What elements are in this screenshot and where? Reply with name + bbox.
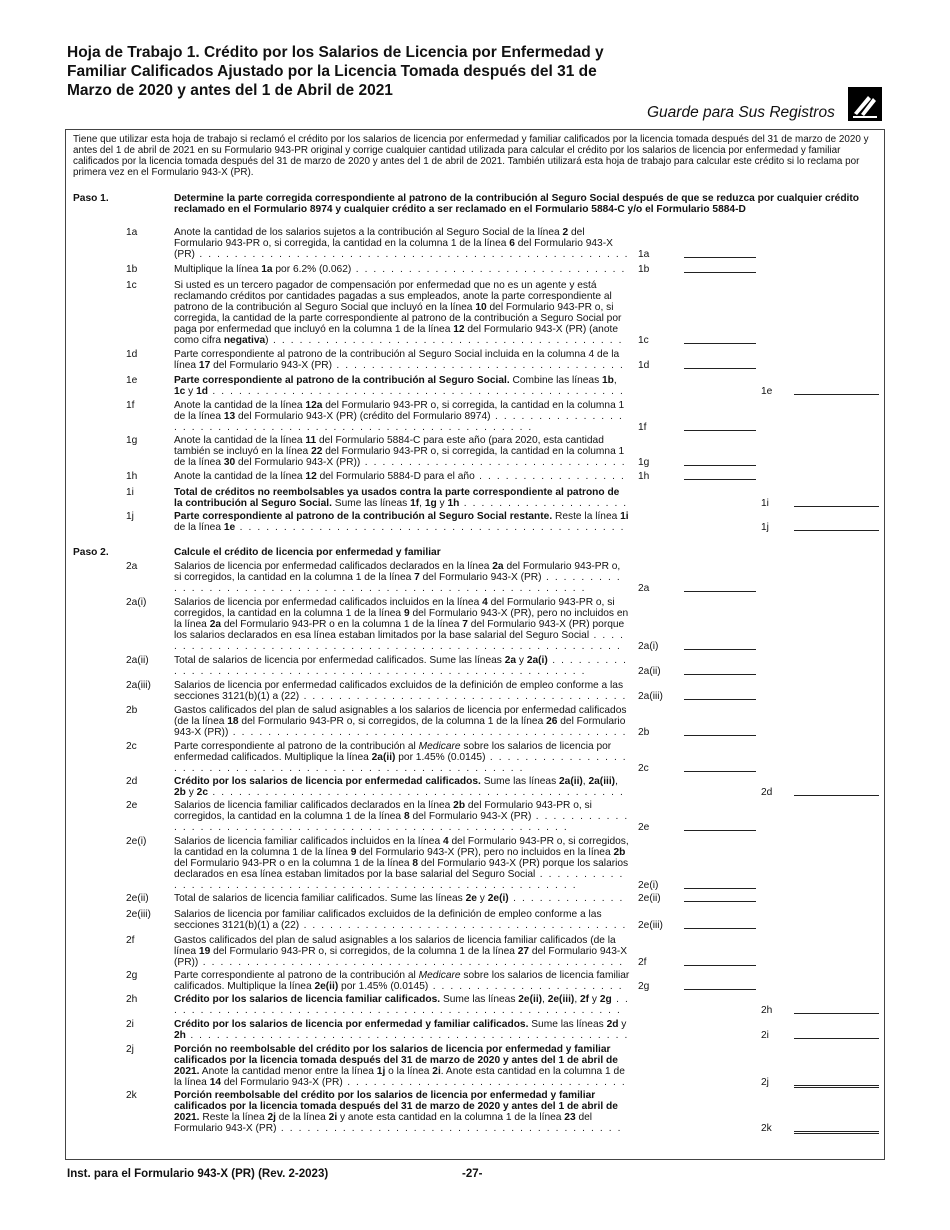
- line-2e-iii: [66, 909, 886, 931]
- line-label: 2d: [761, 787, 773, 798]
- line-number: 2g: [126, 970, 138, 981]
- line-number: 1e: [126, 375, 138, 386]
- line-description: Total de salarios de licencia familiar calificados. Sume las líneas 2e y 2e(i) . . . . . . . . . . . . .: [174, 893, 624, 904]
- line-number: 2h: [126, 994, 138, 1005]
- line-number: 1b: [126, 264, 138, 275]
- line-description: Anote la cantidad de la línea 12a del Formulario 943-PR o, si corregida, la cantidad en la columna 1 de la línea 13 del Formulario 943-X (PR) (crédito del Formulario 8974) . . . . . . . . . . . . . . . . . . . . . . . . . . . . . . . . . . . . . . . . . . . . . . . . . . . . . . . .: [174, 400, 625, 433]
- line-2h: [66, 994, 886, 1016]
- line-label: 1j: [761, 522, 769, 533]
- step1-description: Determine la parte corregida correspondiente al patrono de la contribución al Seguro Social después de que se reduzca por cualquier crédito reclamado en el Formulario 8974 y cualquier crédito a ser reclamado en el Formulario 5884-C y/o el Formulario 5884-D: [174, 193, 859, 215]
- keep-records-note: Guarde para Sus Registros: [647, 104, 835, 121]
- line-description: Salarios de licencia por familiar calificados excluidos de la definición de empleo conforme a las secciones 3121(b)(1) a (22) . . . . . . . . . . . . . . . . . . . . . . . . . . . . . . . . . . . . .: [174, 909, 627, 931]
- line-2e-i-amount-field[interactable]: [684, 888, 756, 889]
- line-label: 1d: [638, 360, 650, 371]
- line-description: Salarios de licencia por enfermedad calificados incluidos en la línea 4 del Formulario 943-PR o, si corregidos, la cantidad en la columna 1 de la línea 9 del Formulario 943-X (PR), pero no incluidos en la línea 2a del Formulario 943-PR o en la columna 1 de la línea 7 del Formulario 943-X (PR) porque los salarios declarados en esa línea estaban limitados por la base salarial del Seguro Social . . . . . . . . . . . . . . . . . . . . . . . . . . . . . . . . . . . . . . . . . . . . . . . . . . . . . . .: [174, 597, 629, 652]
- line-number: 2e(ii): [126, 893, 149, 904]
- line-1a: [66, 227, 886, 260]
- line-1c: [66, 280, 886, 346]
- line-number: 1a: [126, 227, 138, 238]
- line-2a-i-amount-field[interactable]: [684, 649, 756, 650]
- line-1f-amount-field[interactable]: [684, 430, 756, 431]
- line-label: 2a(ii): [638, 666, 661, 677]
- worksheet-box: [65, 129, 885, 1160]
- line-1h: [66, 471, 886, 482]
- line-2f-amount-field[interactable]: [684, 965, 756, 966]
- line-label: 1g: [638, 457, 650, 468]
- line-label: 2i: [761, 1030, 769, 1041]
- line-label: 2e(i): [638, 880, 659, 891]
- step2-description: Calcule el crédito de licencia por enfermedad y familiar: [174, 547, 441, 558]
- line-1d-amount-field[interactable]: [684, 368, 756, 369]
- line-label: 1h: [638, 471, 650, 482]
- line-description: Salarios de licencia familiar calificados declarados en la línea 2b del Formulario 943-PR o, si corregidos, la cantidad en la columna 1 de la línea 8 del Formulario 943-X (PR) . . . . . . . . . . . . . . . . . . . . . . . . . . . . . . . . . . . . . . . . . . . . . . . . . . . . . . . .: [174, 800, 629, 833]
- line-number: 1h: [126, 471, 138, 482]
- line-2e-i: [66, 836, 886, 891]
- line-description: Si usted es un tercero pagador de compensación por enfermedad que no es un agente y está reclamando créditos por cantidades pagadas a sus empleados, anote la parte correspondiente al patrono de la contribución al Seguro Social que incluyó en la línea 10 del Formulario 943-PR o, si corregida, la cantidad de la parte correspondiente al patrono de la contribución a Seguro Social por paga por enfermedad que incluyó en la columna 1 de la línea 12 del Formulario 943-X (PR) (anote como cifra negativa) . . . . . . . . . . . . . . . . . . . . . . . . . . . . . . . . . . . . . . . .: [174, 280, 624, 346]
- intro-paragraph: Tiene que utilizar esta hoja de trabajo si reclamó el crédito por los salarios de licencia por enfermedad y familiar calificados por la licencia tomada después del 31 de marzo de 2020 y antes del 1 de abril de 2021 en su Formulario 943-PR original y corrige cualquier cantidad utilizada para calcular el crédito por los salarios de licencia por enfermedad y familiar calificados por la licencia tomada después del 31 de marzo de 2020 y antes del 1 de abril de 2021. También utilizará esta hoja de trabajo para calcular este crédito si lo reclama por primera vez en el Formulario 943-X (PR).: [73, 134, 869, 178]
- line-1f: [66, 400, 886, 433]
- line-number: 2j: [126, 1044, 134, 1055]
- line-description: Multiplique la línea 1a por 6.2% (0.062) . . . . . . . . . . . . . . . . . . . . . . . . . . . . . . .: [174, 264, 626, 275]
- line-label: 2g: [638, 981, 650, 992]
- line-number: 2a(iii): [126, 680, 151, 691]
- line-description: Porción no reembolsable del crédito por los salarios de licencia por enfermedad y familiar calificados por la licencia tomada después del 31 de marzo de 2020 y antes del 1 de abril de 2021. Anote la cantidad menor entre la línea 1j o la línea 2i. Anote esta cantidad en la columna 1 de la línea 14 del Formulario 943-X (PR) . . . . . . . . . . . . . . . . . . . . . . . . . . . . . . . .: [174, 1044, 627, 1088]
- line-label: 1e: [761, 386, 773, 397]
- line-1i-amount-field[interactable]: [794, 506, 879, 507]
- line-label: 1c: [638, 335, 649, 346]
- line-description: Anote la cantidad de la línea 12 del Formulario 5884-D para el año . . . . . . . . . . . . . . . . .: [174, 471, 626, 482]
- step2-label: Paso 2.: [73, 547, 109, 558]
- line-description: Parte correspondiente al patrono de la contribución al Medicare sobre los salarios de licencia por enfermedad calificados. Multiplique la línea 2a(ii) por 1.45% (0.0145) . . . . . . . . . . . . . . . . . . . . . . . . . . . . . . . . . . . . . . . . . . . . . . . . . . . . . . . .: [174, 741, 628, 774]
- line-2e-amount-field[interactable]: [684, 830, 756, 831]
- line-label: 1a: [638, 249, 650, 260]
- worksheet-title: Hoja de Trabajo 1. Crédito por los Salarios de Licencia por Enfermedad y Familiar Calificados Ajustado por la Licencia Tomada después del 31 de Marzo de 2020 y antes del 1 de Abril de 2021: [67, 44, 604, 99]
- line-number: 1f: [126, 400, 135, 411]
- line-1b-amount-field[interactable]: [684, 272, 756, 273]
- line-label: 1b: [638, 264, 650, 275]
- line-number: 1j: [126, 511, 134, 522]
- line-1j: [66, 511, 886, 533]
- line-2j: [66, 1044, 886, 1088]
- line-2i-amount-field[interactable]: [794, 1038, 879, 1039]
- line-description: Salarios de licencia familiar calificados incluidos en la línea 4 del Formulario 943-PR o, si corregidos, la cantidad en la columna 1 de la línea 9 del Formulario 943-X (PR), pero no incluidos en la línea 2b del Formulario 943-PR o en la columna 1 de la línea 8 del Formulario 943-X (PR) porque los salarios declarados en esa línea estaban limitados por la base salarial del Seguro Social . . . . . . . . . . . . . . . . . . . . . . . . . . . . . . . . . . . . . . . . . . . . . . . . . . . . . . . .: [174, 836, 629, 891]
- line-1c-amount-field[interactable]: [684, 343, 756, 344]
- line-1d: [66, 349, 886, 371]
- line-number: 2d: [126, 776, 138, 787]
- footer-form-ref: Inst. para el Formulario 943-X (PR) (Rev. 2-2023): [67, 1168, 329, 1180]
- line-number: 2i: [126, 1019, 134, 1030]
- line-description: Anote la cantidad de la línea 11 del Formulario 5884-C para este año (para 2020, esta cantidad también se incluyó en la línea 22 del Formulario 943-PR o, si corregida, la cantidad en la columna 1 de la línea 30 del Formulario 943-X (PR)) . . . . . . . . . . . . . . . . . . . . . . . . . . . . . .: [174, 435, 627, 468]
- line-number: 2e(i): [126, 836, 147, 847]
- line-description: Total de créditos no reembolsables ya usados contra la parte correspondiente al patrono de la contribución al Seguro Social. Sume las líneas 1f, 1g y 1h . . . . . . . . . . . . . . . . . . .: [174, 487, 628, 509]
- line-2d: [66, 776, 886, 798]
- line-label: 2f: [638, 957, 647, 968]
- step1-label: Paso 1.: [73, 193, 109, 204]
- line-description: Crédito por los salarios de licencia por enfermedad calificados. Sume las líneas 2a(ii), 2a(iii), 2b y 2c . . . . . . . . . . . . . . . . . . . . . . . . . . . . . . . . . . . . . . . . . . . . . . .: [174, 776, 625, 798]
- line-description: Parte correspondiente al patrono de la contribución al Seguro Social incluida en la columna 4 de la línea 17 del Formulario 943-X (PR) . . . . . . . . . . . . . . . . . . . . . . . . . . . . . . . . .: [174, 349, 625, 371]
- line-label: 2e: [638, 822, 650, 833]
- line-2b: [66, 705, 886, 738]
- line-description: Gastos calificados del plan de salud asignables a los salarios de licencia por enfermedad calificados (de la línea 18 del Formulario 943-PR o, si corregidos, de la columna 1 de la línea 26 del Formulario 943-X (PR)) . . . . . . . . . . . . . . . . . . . . . . . . . . . . . . . . . . . . . . . . . . . . .: [174, 705, 628, 738]
- line-2a-i: [66, 597, 886, 652]
- line-2e-ii: [66, 893, 886, 904]
- line-2a-ii-amount-field[interactable]: [684, 674, 756, 675]
- line-number: 2a(ii): [126, 655, 149, 666]
- line-description: Parte correspondiente al patrono de la contribución al Seguro Social restante. Reste la línea 1i de la línea 1e . . . . . . . . . . . . . . . . . . . . . . . . . . . . . . . . . . . . . . . . . . . .: [174, 511, 629, 533]
- line-description: Crédito por los salarios de licencia familiar calificados. Sume las líneas 2e(ii), 2e(iii), 2f y 2g . . . . . . . . . . . . . . . . . . . . . . . . . . . . . . . . . . . . . . . . . . . . . . . . . . . . .: [174, 994, 630, 1016]
- pen-and-paper-icon: [848, 87, 882, 121]
- line-1h-amount-field[interactable]: [684, 479, 756, 480]
- line-2c-amount-field[interactable]: [684, 771, 756, 772]
- line-label: 2e(ii): [638, 893, 661, 904]
- line-1g: [66, 435, 886, 468]
- line-number: 1g: [126, 435, 138, 446]
- line-2e-iii-amount-field[interactable]: [684, 928, 756, 929]
- line-number: 1c: [126, 280, 137, 291]
- line-label: 2a: [638, 583, 650, 594]
- line-1a-amount-field[interactable]: [684, 257, 756, 258]
- line-description: Anote la cantidad de los salarios sujetos a la contribución al Seguro Social de la línea 2 del Formulario 943-PR o, si corregida, la cantidad en la columna 1 de la línea 6 del Formulario 943-X (PR) . . . . . . . . . . . . . . . . . . . . . . . . . . . . . . . . . . . . . . . . . . . . . . . . .: [174, 227, 630, 260]
- line-2a: [66, 561, 886, 594]
- line-number: 2k: [126, 1090, 137, 1101]
- line-label: 2k: [761, 1123, 772, 1134]
- line-label: 2e(iii): [638, 920, 663, 931]
- line-label: 2a(iii): [638, 691, 663, 702]
- line-number: 1d: [126, 349, 138, 360]
- line-number: 2e(iii): [126, 909, 151, 920]
- line-number: 2a(i): [126, 597, 147, 608]
- line-2b-amount-field[interactable]: [684, 735, 756, 736]
- line-description: Salarios de licencia por enfermedad calificados excluidos de la definición de empleo conforme a las secciones 3121(b)(1) a (22) . . . . . . . . . . . . . . . . . . . . . . . . . . . . . . . . . . . . .: [174, 680, 627, 702]
- line-1j-amount-field[interactable]: [794, 530, 879, 531]
- line-number: 1i: [126, 487, 134, 498]
- line-2e: [66, 800, 886, 833]
- line-2i: [66, 1019, 886, 1041]
- line-2a-iii: [66, 680, 886, 702]
- line-number: 2c: [126, 741, 137, 752]
- line-label: 2b: [638, 727, 650, 738]
- line-label: 1i: [761, 498, 769, 509]
- line-2e-ii-amount-field[interactable]: [684, 901, 756, 902]
- line-2j-amount-field[interactable]: [794, 1085, 879, 1088]
- line-description: Salarios de licencia por enfermedad calificados declarados en la línea 2a del Formulario 943-PR o, si corregidos, la cantidad en la columna 1 de la línea 7 del Formulario 943-X (PR) . . . . . . . . . . . . . . . . . . . . . . . . . . . . . . . . . . . . . . . . . . . . . . . . . . . . . . . .: [174, 561, 622, 594]
- line-label: 2a(i): [638, 641, 659, 652]
- line-label: 2h: [761, 1005, 773, 1016]
- line-label: 1f: [638, 422, 647, 433]
- line-number: 2e: [126, 800, 138, 811]
- line-1b: [66, 264, 886, 275]
- line-2c: [66, 741, 886, 774]
- footer-page-number: -27-: [462, 1168, 483, 1180]
- line-2a-iii-amount-field[interactable]: [684, 699, 756, 700]
- line-description: Porción reembolsable del crédito por los salarios de licencia por enfermedad y familiar calificados por la licencia tomada después del 31 de marzo de 2020 y antes del 1 de abril de 2021. Reste la línea 2j de la línea 2i y anote esta cantidad en la columna 1 de la línea 23 del Formulario 943-X (PR) . . . . . . . . . . . . . . . . . . . . . . . . . . . . . . . . . . . . . . .: [174, 1090, 623, 1134]
- line-description: Parte correspondiente al patrono de la contribución al Seguro Social. Combine las líneas 1b, 1c y 1d . . . . . . . . . . . . . . . . . . . . . . . . . . . . . . . . . . . . . . . . . . . . . . .: [174, 375, 625, 397]
- line-2g: [66, 970, 886, 992]
- line-label: 2j: [761, 1077, 769, 1088]
- line-2a-amount-field[interactable]: [684, 591, 756, 592]
- line-1e: [66, 375, 886, 397]
- line-description: Total de salarios de licencia por enfermedad calificados. Sume las líneas 2a y 2a(i) . . . . . . . . . . . . . . . . . . . . . . . . . . . . . . . . . . . . . . . . . . . . . . . . . . . . . . . .: [174, 655, 628, 677]
- line-label: 2c: [638, 763, 649, 774]
- line-1g-amount-field[interactable]: [684, 465, 756, 466]
- line-number: 2f: [126, 935, 135, 946]
- line-description: Parte correspondiente al patrono de la contribución al Medicare sobre los salarios de licencia familiar calificados. Multiplique la línea 2e(ii) por 1.45% (0.0145) . . . . . . . . . . . . . . . . . . . . . .: [174, 970, 630, 992]
- line-2a-ii: [66, 655, 886, 677]
- line-2d-amount-field[interactable]: [794, 795, 879, 796]
- line-number: 2a: [126, 561, 138, 572]
- line-description: Gastos calificados del plan de salud asignables a los salarios de licencia familiar calificados (de la línea 19 del Formulario 943-PR o, si corregidos, de la columna 1 de la línea 27 del Formulario 943-X (PR)) . . . . . . . . . . . . . . . . . . . . . . . . . . . . . . . . . . . . . . . . . . . . . . . .: [174, 935, 628, 968]
- line-2k-amount-field[interactable]: [794, 1131, 879, 1134]
- line-1i: [66, 487, 886, 509]
- line-number: 2b: [126, 705, 138, 716]
- line-2f: [66, 935, 886, 968]
- line-2k: [66, 1090, 886, 1134]
- line-2g-amount-field[interactable]: [684, 989, 756, 990]
- line-1e-amount-field[interactable]: [794, 394, 879, 395]
- line-2h-amount-field[interactable]: [794, 1013, 879, 1014]
- line-description: Crédito por los salarios de licencia por enfermedad y familiar calificados. Sume las líneas 2d y 2h . . . . . . . . . . . . . . . . . . . . . . . . . . . . . . . . . . . . . . . . . . . . . . . . . .: [174, 1019, 629, 1041]
